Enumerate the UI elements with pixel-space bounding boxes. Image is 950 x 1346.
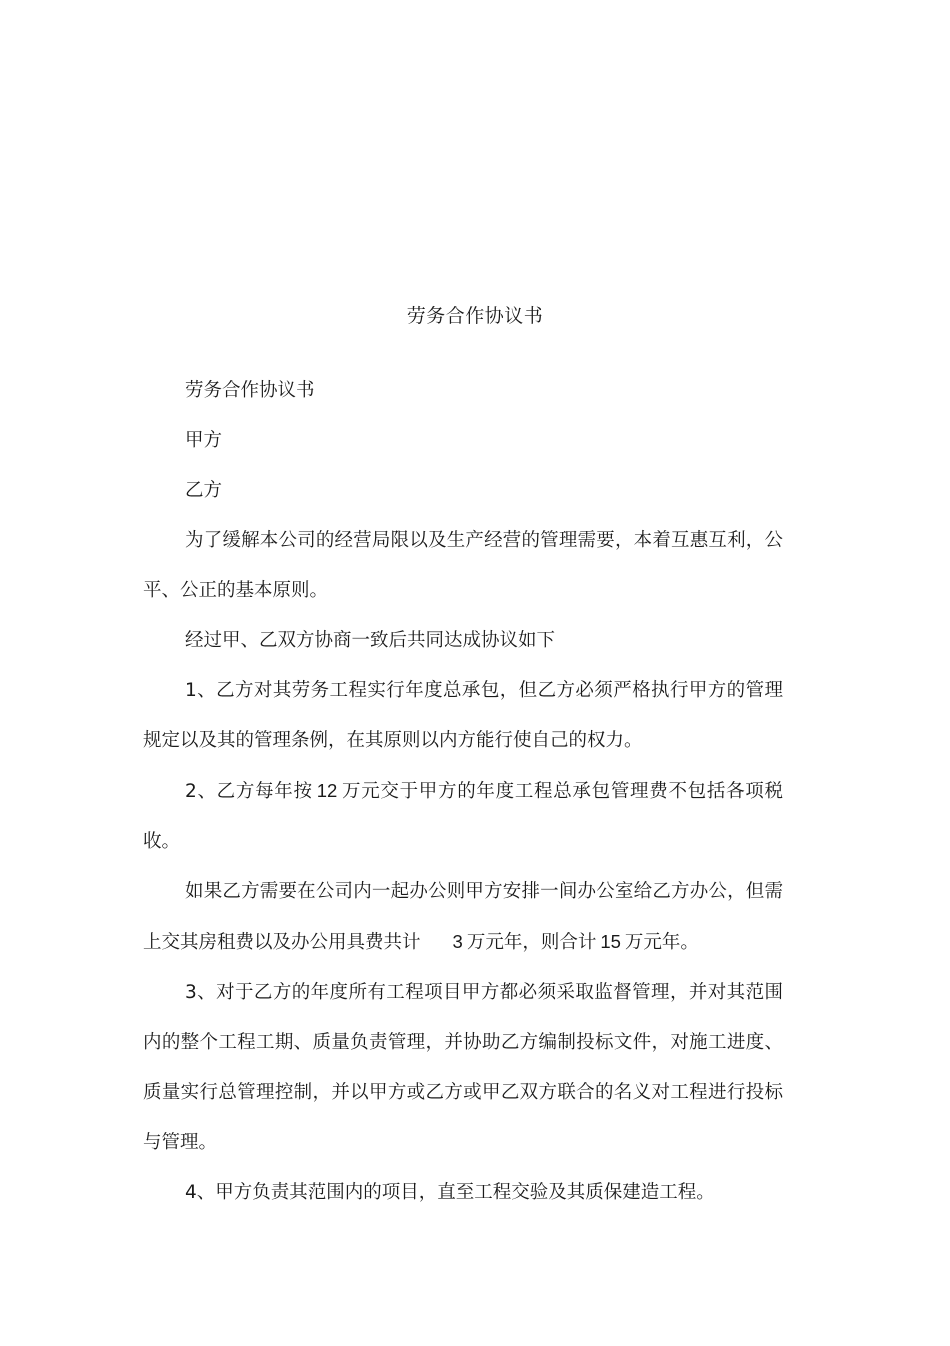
office-amount-1: 3 [452,931,463,952]
clause-3-paragraph: 3、对于乙方的年度所有工程项目甲方都必须采取监督管理，并对其范围内的整个工程工期、质量负责管理，并协助乙方编制投标文件，对施工进度、质量实行总管理控制，并以甲方或乙方或甲乙双方联合的名义对工程进行投标与管理。 [143,982,783,1153]
office-paragraph [143,867,783,968]
clause-2-text-pre: 2、乙方每年按 [185,781,313,802]
party-b-line: 乙方 [185,480,223,501]
clause-2-amount: 12 [316,780,338,801]
intro-paragraph: 为了缓解本公司的经营局限以及生产经营的管理需要，本着互惠互利，公平、公正的基本原则。 [143,530,783,601]
office-text-pre: 如果乙方需要在公司内一起办公则甲方安排一间办公室给乙方办公，但需上交其房租费以及办公用具费共计 [143,881,783,953]
agreement-paragraph: 经过甲、乙双方协商一致后共同达成协议如下 [185,630,556,651]
clause-1-paragraph: 1、乙方对其劳务工程实行年度总承包，但乙方必须严格执行甲方的管理规定以及其的管理条例，在其原则以内方能行使自己的权力。 [143,680,783,751]
clause-2-paragraph [143,766,783,867]
document-body [143,366,783,1218]
office-text-mid: 万元年，则合计 [466,932,597,953]
clause-4-paragraph: 4、甲方负责其范围内的项目，直至工程交验及其质保建造工程。 [185,1182,715,1203]
clause-2-text-post: 万元交于甲方的年度工程总承包管理费不包括各项税收。 [143,781,783,852]
document-title: 劳务合作协议书 [406,305,544,327]
office-amount-2: 15 [600,931,621,952]
office-text-post: 万元年。 [624,932,699,953]
party-a-line: 甲方 [185,430,223,451]
subtitle-paragraph: 劳务合作协议书 [185,380,315,401]
